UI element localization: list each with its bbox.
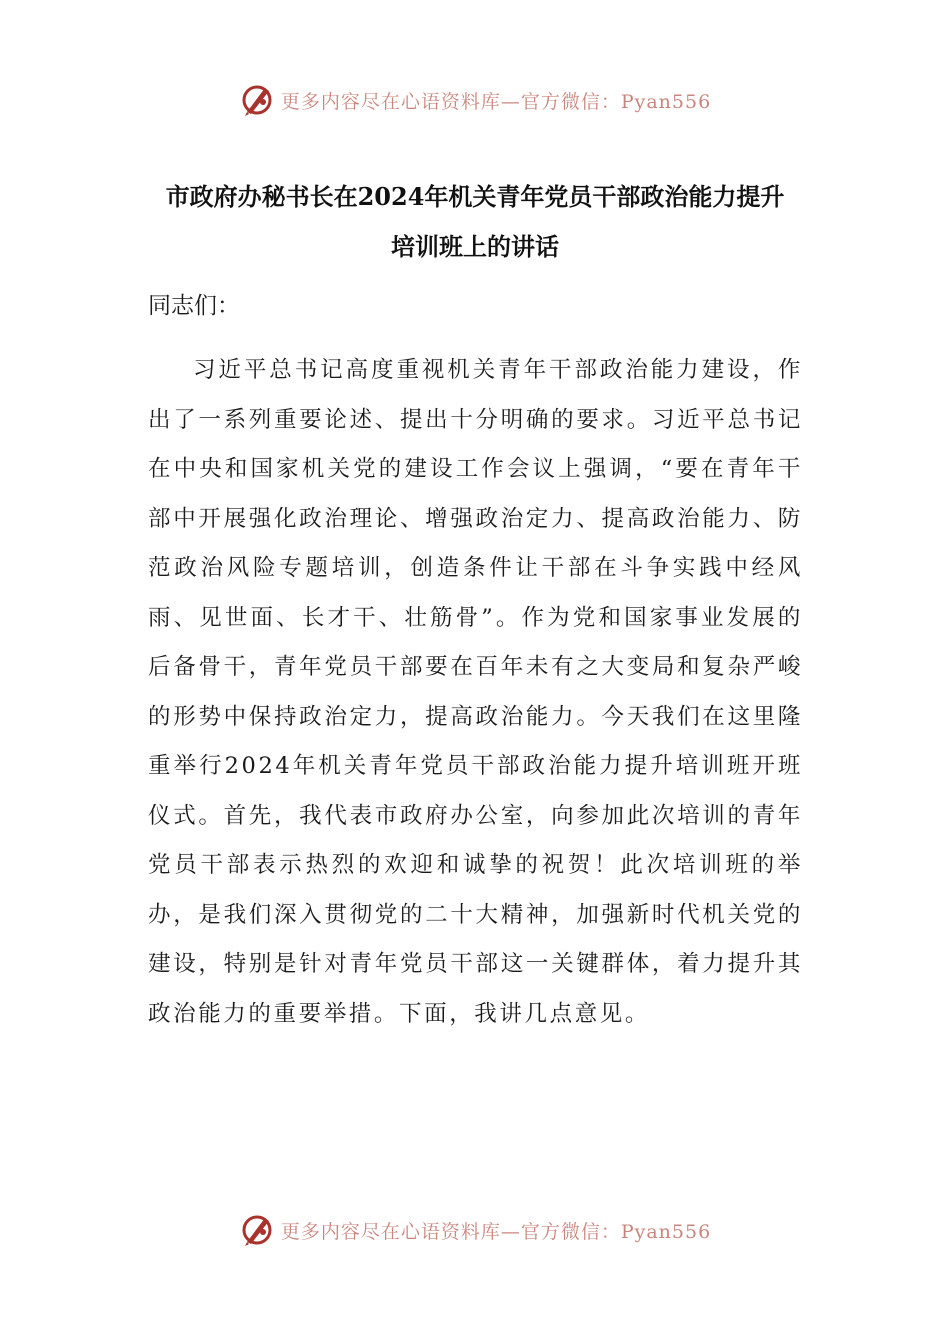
pen-in-circle-icon [239,82,275,118]
document-title [140,172,810,272]
header-banner-text: 更多内容尽在心语资料库—官方微信：Pyan556 [280,90,712,113]
title-line-2: 培训班上的讲话 [391,232,559,261]
salutation: 同志们： [148,293,240,319]
pen-in-circle-icon [239,1212,275,1248]
body-paragraph: 习近平总书记高度重视机关青年干部政治能力建设，作出了一系列重要论述、提出十分明确的要求。习近平总书记在中央和国家机关党的建设工作会议上强调，“要在青年干部中开展强化政治理论、增强政治定力、提高政治能力、防范政治风险专题培训，创造条件让干部在斗争实践中经风雨、见世面、长才干、壮筋骨”。作为党和国家事业发展的后备骨干，青年党员干部要在百年未有之大变局和复杂严峻的形势中保持政治定力，提高政治能力。今天我们在这里隆重举行2024年机关青年党员干部政治能力提升培训班开班仪式。首先，我代表市政府办公室，向参加此次培训的青年党员干部表示热烈的欢迎和诚挚的祝贺！此次培训班的举办，是我们深入贯彻党的二十大精神，加强新时代机关党的建设，特别是针对青年党员干部这一关键群体，着力提升其政治能力的重要举措。下面，我讲几点意见。 [148,357,803,1027]
header-banner [0,80,950,120]
footer-banner [0,1210,950,1250]
title-line-1: 市政府办秘书长在2024年机关青年党员干部政治能力提升 [165,182,785,211]
footer-banner-text: 更多内容尽在心语资料库—官方微信：Pyan556 [280,1220,712,1243]
